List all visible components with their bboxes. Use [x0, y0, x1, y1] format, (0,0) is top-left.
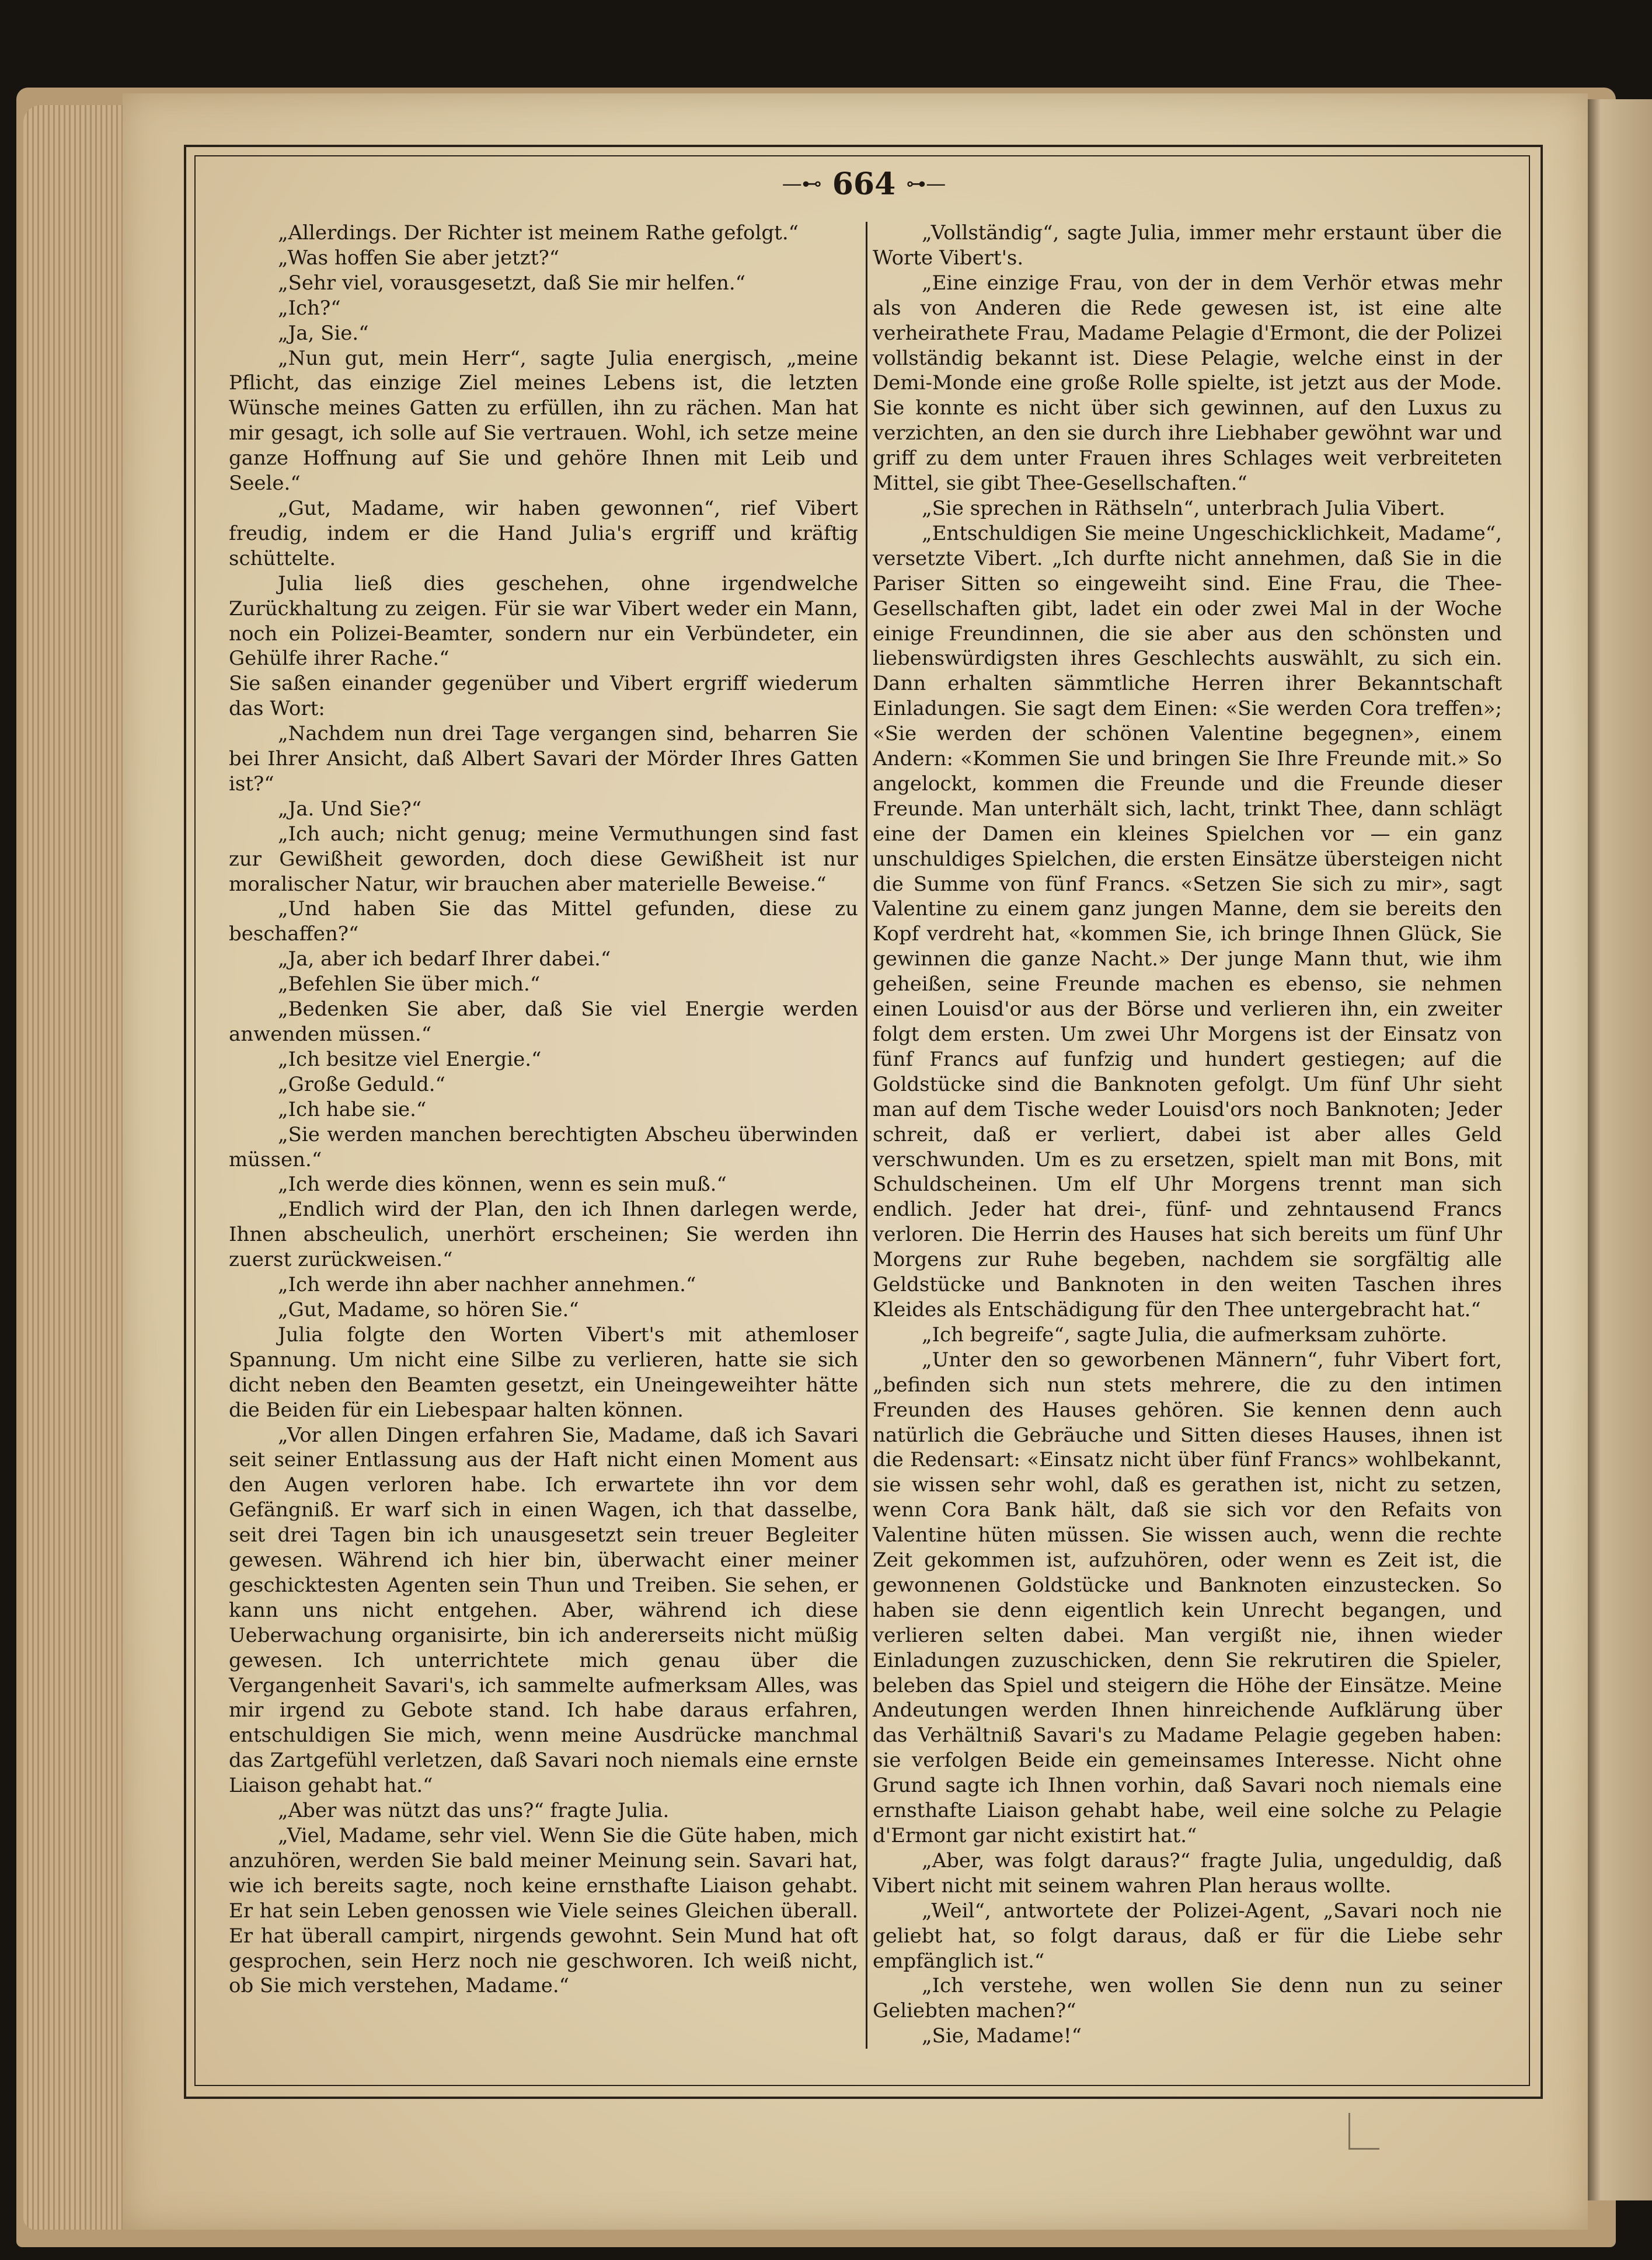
paragraph: „Was hoffen Sie aber jetzt?“ — [278, 246, 560, 270]
paragraph: „Bedenken Sie aber, daß Sie viel Energie werden anwenden müssen.“ — [229, 998, 858, 1046]
paragraph: „Ich begreife“, sagte Julia, die aufmerksam zuhörte. — [922, 1323, 1447, 1347]
paragraph: „Gut, Madame, wir haben gewonnen“, rief Vibert freudig, indem er die Hand Julia's ergriff und kräftig schüttelte. — [229, 496, 858, 570]
column-divider — [866, 222, 867, 2049]
paragraph: „Aber was nützt das uns?“ fragte Julia. — [278, 1799, 670, 1823]
paragraph: „Weil“, antwortete der Polizei-Agent, „Savari noch nie geliebt hat, so folgt daraus, daß er für die Liebe sehr empfänglich ist.“ — [873, 1899, 1502, 1973]
paragraph: „Und haben Sie das Mittel gefunden, diese zu beschaffen?“ — [229, 897, 858, 946]
paragraph: „Endlich wird der Plan, den ich Ihnen darlegen werde, Ihnen abscheulich, unerhört erscheinen; Sie werden ihn zuerst zurückweisen.“ — [229, 1198, 858, 1272]
text-column-left — [229, 221, 858, 1999]
paragraph: „Ich auch; nicht genug; meine Vermuthungen sind fast zur Gewißheit geworden, doch diese Gewißheit ist nur moralischer Natur, wir brauchen aber materielle Beweise.“ — [229, 822, 858, 896]
text-column-right — [873, 221, 1502, 2049]
paragraph: „Ich verstehe, wen wollen Sie denn nun zu seiner Geliebten machen?“ — [873, 1974, 1502, 2023]
page-number: 664 — [832, 166, 896, 202]
ornament-left: —⊷ — [782, 172, 822, 196]
paragraph: „Sie, Madame!“ — [922, 2024, 1082, 2048]
paragraph: „Gut, Madame, so hören Sie.“ — [278, 1298, 579, 1321]
page-corner-mark — [1348, 2113, 1379, 2150]
paragraph: „Unter den so geworbenen Männern“, fuhr Vibert fort, „befinden sich nun stets mehrere, die zu den intimen Freunden des Hauses gehören. Sie kennen denn auch natürlich die Gebräuche und Sitten dieses Hauses, ihnen ist die Redensart: «Einsatz nicht über fünf Francs» wohlbekannt, sie wissen sehr wohl, daß es gerathen ist, nicht zu setzen, wenn Cora Bank hält, daß sie sich vor den Refaits von Valentine hüten müssen. Sie wissen auch, wenn die rechte Zeit gekommen ist, aufzuhören, oder wenn es Zeit ist, die gewonnenen Goldstücke und Banknoten einzustecken. So haben sie denn eigentlich kein Unrecht begangen, und verlieren selten dabei. Man vergißt nie, ihnen wieder Einladungen zuzuschicken, denn Sie rekrutiren die Spieler, beleben das Spiel und steigern die Höhe der Einsätze. Meine Andeutungen werden Ihnen hinreichende Aufklärung über das Verhältniß Savari's zu Madame Pelagie gegeben haben: sie verfolgen Beide ein gemeinsames Interesse. Nicht ohne Grund sagte ich Ihnen vorhin, daß Savari noch niemals eine ernsthafte Liaison gehabt habe, weil eine solche zu Pelagie d'Ermont gar nicht existirt hat.“ — [873, 1348, 1502, 1847]
paragraph: „Ja, Sie.“ — [278, 321, 369, 345]
paragraph: Sie saßen einander gegenüber und Vibert ergriff wiederum das Wort: — [229, 672, 858, 721]
paragraph: „Ja. Und Sie?“ — [278, 797, 422, 821]
paragraph: „Aber, was folgt daraus?“ fragte Julia, ungeduldig, daß Vibert nicht mit seinem wahren Plan heraus wollte. — [873, 1849, 1502, 1898]
paragraph: „Nun gut, mein Herr“, sagte Julia energisch, „meine Pflicht, das einzige Ziel meines Lebens ist, die letzten Wünsche meines Gatten zu erfüllen, ihn zu rächen. Man hat mir gesagt, ich solle auf Sie vertrauen. Wohl, ich setze meine ganze Hoffnung auf Sie und gehöre Ihnen mit Leib und Seele.“ — [229, 346, 858, 496]
paragraph: „Ich habe sie.“ — [278, 1097, 427, 1121]
page-header — [700, 163, 1027, 204]
paragraph: „Vollständig“, sagte Julia, immer mehr erstaunt über die Worte Vibert's. — [873, 221, 1502, 270]
ornament-right: ⊶— — [906, 172, 946, 196]
paragraph: „Vor allen Dingen erfahren Sie, Madame, daß ich Savari seit seiner Entlassung aus der Haft nicht einen Moment aus den Augen verloren habe. Ich erwartete ihn vor dem Gefängniß. Er warf sich in einen Wagen, ich that dasselbe, seit drei Tagen bin ich unausgesetzt sein treuer Begleiter gewesen. Während ich hier bin, überwacht einer meiner geschicktesten Agenten sein Thun und Treiben. Sie sehen, er kann uns nicht entgehen. Aber, während ich diese Ueberwachung organisirte, bin ich andererseits nicht müßig gewesen. Ich unterrichtete mich genau über die Vergangenheit Savari's, ich sammelte aufmerksam Alles, was mir irgend zu Gebote stand. Ich habe daraus erfahren, entschuldigen Sie mich, wenn meine Ausdrücke manchmal das Zartgefühl verletzen, daß Savari noch niemals eine ernste Liaison gehabt hat.“ — [229, 1423, 858, 1798]
paragraph: „Große Geduld.“ — [278, 1072, 445, 1096]
paragraph: „Ich werde ihn aber nachher annehmen.“ — [278, 1273, 696, 1297]
paragraph: „Viel, Madame, sehr viel. Wenn Sie die Güte haben, mich anzuhören, werden Sie bald meiner Meinung sein. Savari hat, wie ich bereits sagte, noch keine ernsthafte Liaison gehabt. Er hat sein Leben genossen wie Viele seines Gleichen überall. Er hat überall campirt, nirgends gewohnt. Sein Mund hat oft gesprochen, sein Herz noch nie geschworen. Ich weiß nicht, ob Sie mich verstehen, Madame.“ — [229, 1824, 858, 1998]
paragraph: „Eine einzige Frau, von der in dem Verhör etwas mehr als von Anderen die Rede gewesen ist, ist eine alte verheirathete Frau, Madame Pelagie d'Ermont, die der Polizei vollständig bekannt ist. Diese Pelagie, welche einst in der Demi-Monde eine große Rolle spielte, ist jetzt aus der Mode. Sie konnte es nicht über sich gewinnen, auf den Luxus zu verzichten, an den sie durch ihre Liebhaber gewöhnt war und griff zu dem unter Frauen ihres Schlages weit verbreiteten Mittel, sie gibt Thee-Gesellschaften.“ — [873, 271, 1502, 496]
paragraph: „Sie sprechen in Räthseln“, unterbrach Julia Vibert. — [922, 496, 1445, 520]
next-page-edge — [1588, 99, 1652, 2200]
paragraph: Julia folgte den Worten Vibert's mit athemloser Spannung. Um nicht eine Silbe zu verlieren, hatte sie sich dicht neben den Beamten gesetzt, ein Uneingeweihter hätte die Beiden für ein Liebespaar halten können. — [229, 1323, 858, 1422]
paragraph: „Nachdem nun drei Tage vergangen sind, beharren Sie bei Ihrer Ansicht, daß Albert Savari der Mörder Ihres Gatten ist?“ — [229, 722, 858, 796]
paragraph: „Sie werden manchen berechtigten Abscheu überwinden müssen.“ — [229, 1122, 858, 1171]
paragraph: „Befehlen Sie über mich.“ — [278, 972, 541, 996]
paragraph: „Ich besitze viel Energie.“ — [278, 1047, 542, 1071]
paragraph: „Ja, aber ich bedarf Ihrer dabei.“ — [278, 947, 611, 971]
paragraph: „Sehr viel, vorausgesetzt, daß Sie mir helfen.“ — [278, 271, 746, 295]
paragraph: Julia ließ dies geschehen, ohne irgendwelche Zurückhaltung zu zeigen. Für sie war Vibert weder ein Mann, noch ein Polizei-Beamter, sondern nur ein Verbündeter, ein Gehülfe ihrer Rache.“ — [229, 571, 858, 671]
paragraph: „Allerdings. Der Richter ist meinem Rathe gefolgt.“ — [278, 221, 799, 245]
paragraph: „Entschuldigen Sie meine Ungeschicklichkeit, Madame“, versetzte Vibert. „Ich durfte nicht annehmen, daß Sie in die Pariser Sitten so eingeweiht sind. Eine Frau, die Thee-Gesellschaften gibt, ladet ein oder zwei Mal in der Woche einige Freundinnen, die sie aber aus den schönsten und liebenswürdigsten ihres Geschlechts auswählt, zu sich ein. Dann erhalten sämmtliche Herren ihrer Bekanntschaft Einladungen. Sie sagt dem Einen: «Sie werden Cora treffen»; «Sie werden der schönen Valentine begegnen», einem Andern: «Kommen Sie und bringen Sie Ihre Freunde mit.» So angelockt, kommen die Freunde und die Freunde dieser Freunde. Man unterhält sich, lacht, trinkt Thee, dann schlägt eine der Damen ein kleines Spielchen vor — ein ganz unschuldiges Spielchen, die ersten Einsätze übersteigen nicht die Summe von fünf Francs. «Setzen Sie sich zu mir», sagt Valentine zu einem ganz jungen Manne, dem sie bereits den Kopf verdreht hat, «kommen Sie, ich bringe Ihnen Glück, Sie gewinnen die ganze Nacht.» Der junge Mann thut, wie ihm geheißen, seine Freunde machen es ebenso, sie nehmen einen Louisd'or aus der Börse und verlieren ihn, ein zweiter folgt dem ersten. Um zwei Uhr Morgens ist der Einsatz von fünf Francs auf funfzig und hundert gestiegen; auf die Goldstücke sind die Banknoten gefolgt. Um fünf Uhr sieht man auf dem Tische weder Louisd'ors noch Banknoten; Jeder schreit, daß er verliert, dabei ist aber alles Geld verschwunden. Um es zu ersetzen, spielt man mit Bons, mit Schuldscheinen. Um elf Uhr Morgens trennt man sich endlich. Jeder hat drei-, fünf- und zehntausend Francs verloren. Die Herrin des Hauses hat sich bereits um fünf Uhr Morgens zur Ruhe begeben, nachdem sie sorgfältig alle Geldstücke und Banknoten in den weiten Taschen ihres Kleides als Entschädigung für den Thee untergebracht hat.“ — [873, 521, 1502, 1321]
paragraph: „Ich?“ — [278, 296, 341, 320]
paragraph: „Ich werde dies können, wenn es sein muß.“ — [278, 1173, 727, 1197]
